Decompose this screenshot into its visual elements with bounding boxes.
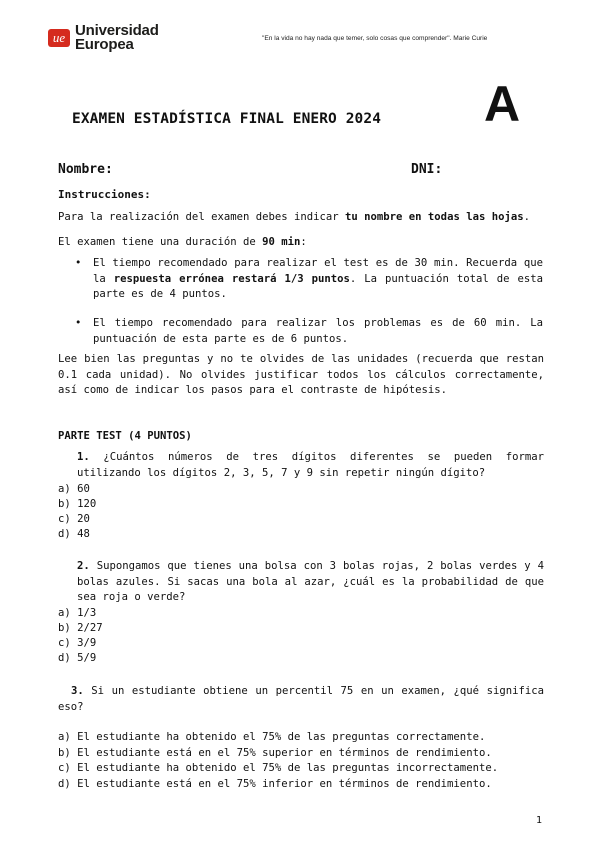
question-text: Si un estudiante obtiene un percentil 75 en un examen, ¿qué significa eso?: [58, 685, 544, 713]
question-number: 3.: [71, 685, 84, 697]
option-1c: c) 20: [58, 513, 90, 525]
option-3b: b) El estudiante está en el 75% superior en términos de rendimiento.: [58, 747, 492, 759]
question-1: [77, 450, 544, 481]
instructions-paragraph-2: El examen tiene una duración de 90 min:: [58, 236, 307, 248]
name-emphasis: tu nombre en todas las hojas: [345, 211, 524, 223]
option-3c: c) El estudiante ha obtenido el 75% de las preguntas incorrectamente.: [58, 762, 499, 774]
university-logo: [48, 24, 159, 52]
header-quote: "En la vida no hay nada que temer, solo cosas que comprender". Marie Curie: [262, 35, 488, 42]
option-3d: d) El estudiante está en el 75% inferior en términos de rendimiento.: [58, 778, 492, 790]
instructions-bullet-2: El tiempo recomendado para realizar los problemas es de 60 min. La puntuación de esta parte es de 6 puntos.: [93, 317, 543, 345]
question-3: [58, 684, 544, 715]
question-number: 2.: [77, 560, 90, 572]
instructions-paragraph-1: Para la realización del examen debes indicar tu nombre en todas las hojas.: [58, 211, 530, 223]
name-label: Nombre:: [58, 162, 113, 177]
question-number: 1.: [77, 451, 90, 463]
option-2c: c) 3/9: [58, 637, 97, 649]
instructions-heading: Instrucciones:: [58, 188, 151, 201]
question-2: [77, 559, 544, 606]
question-text: Supongamos que tienes una bolsa con 3 bolas rojas, 2 bolas verdes y 4 bolas azules. Si sacas una bola al azar, ¿cuál es la probabilidad de que sea roja o verde?: [77, 560, 544, 603]
page-number: 1: [536, 815, 543, 826]
bullet-dot-2: •: [75, 317, 82, 329]
exam-version-letter: A: [484, 76, 521, 132]
exam-title: EXAMEN ESTADÍSTICA FINAL ENERO 2024: [72, 111, 382, 127]
option-2a: a) 1/3: [58, 607, 97, 619]
option-1b: b) 120: [58, 498, 97, 510]
instructions-paragraph-3: Lee bien las preguntas y no te olvides de las unidades (recuerda que restan 0.1 cada unidad). No olvides justificar todos los cálculos correctamente, así como de indicar los pasos para el contraste de hipótesis.: [58, 353, 544, 396]
penalty-emphasis: respuesta errónea restará 1/3 puntos: [113, 272, 350, 285]
logo-line-2: Europea: [75, 36, 134, 53]
option-1d: d) 48: [58, 528, 90, 540]
dni-label: DNI:: [411, 162, 443, 177]
section-title: PARTE TEST (4 PUNTOS): [58, 430, 192, 442]
logo-mark: ue: [48, 29, 70, 47]
instructions-bullet-1: El tiempo recomendado para realizar el test es de 30 min. Recuerda que la respuesta errónea restará 1/3 puntos. La puntuación total de esta parte es de 4 puntos.: [93, 257, 543, 300]
option-1a: a) 60: [58, 483, 90, 495]
logo-line-1: Universidad: [75, 22, 159, 39]
logo-wordmark: [75, 24, 159, 52]
question-text: ¿Cuántos números de tres dígitos diferentes se pueden formar utilizando los dígitos 2, 3, 5, 7 y 9 sin repetir ningún dígito?: [77, 451, 544, 479]
bullet-dot-1: •: [75, 257, 82, 269]
duration-emphasis: 90 min: [262, 236, 301, 248]
option-2b: b) 2/27: [58, 622, 103, 634]
option-3a: a) El estudiante ha obtenido el 75% de las preguntas correctamente.: [58, 731, 486, 743]
option-2d: d) 5/9: [58, 652, 97, 664]
